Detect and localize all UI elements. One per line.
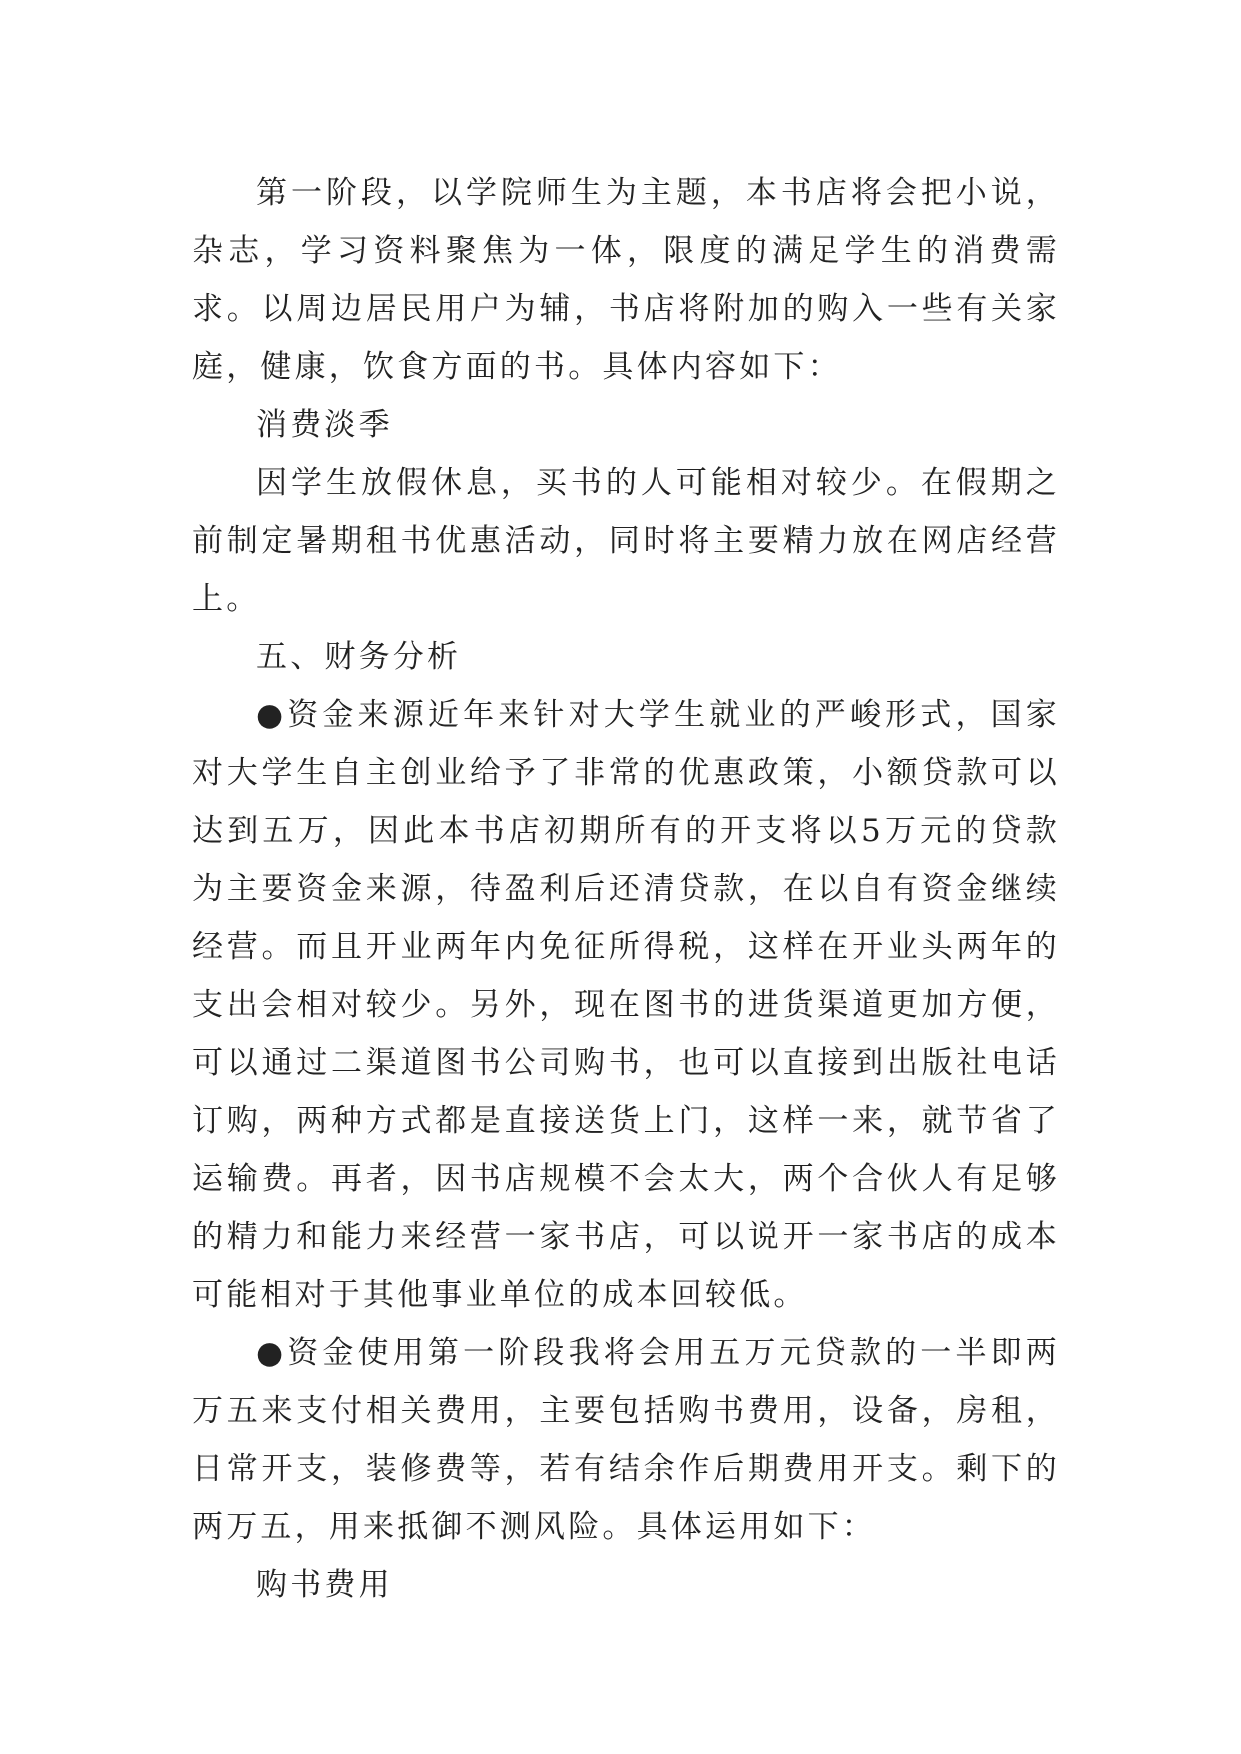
paragraph-off-season: 因学生放假休息，买书的人可能相对较少。在假期之前制定暑期租书优惠活动，同时将主要精力放在网店经营上。 [192, 465, 1060, 617]
paragraph-funding-source: ●资金来源近年来针对大学生就业的严峻形式，国家对大学生自主创业给予了非常的优惠政策，小额贷款可以达到五万，因此本书店初期所有的开支将以5万元的贷款为主要资金来源，待盈利后还清贷款，在以自有资金继续经营。而且开业两年内免征所得税，这样在开业头两年的支出会相对较少。另外，现在图书的进货渠道更加方便，可以通过二渠道图书公司购书，也可以直接到出版社电话订购，两种方式都是直接送货上门，这样一来，就节省了运输费。再者，因书店规模不会太大，两个合伙人有足够的精力和能力来经营一家书店，可以说开一家书店的成本可能相对于其他事业单位的成本回较低。 [192, 697, 1060, 1313]
heading-book-purchase-cost: 购书费用 [256, 1567, 393, 1603]
document-body [192, 164, 1060, 1614]
heading-financial-analysis: 五、财务分析 [256, 639, 462, 675]
paragraph-funding-use: ●资金使用第一阶段我将会用五万元贷款的一半即两万五来支付相关费用，主要包括购书费用，设备，房租，日常开支，装修费等，若有结余作后期费用开支。剩下的两万五，用来抵御不测风险。具体运用如下： [192, 1335, 1060, 1545]
paragraph-stage-one: 第一阶段，以学院师生为主题，本书店将会把小说，杂志，学习资料聚焦为一体，限度的满足学生的消费需求。以周边居民用户为辅，书店将附加的购入一些有关家庭，健康，饮食方面的书。具体内容如下： [192, 175, 1060, 385]
heading-off-season: 消费淡季 [256, 407, 393, 443]
